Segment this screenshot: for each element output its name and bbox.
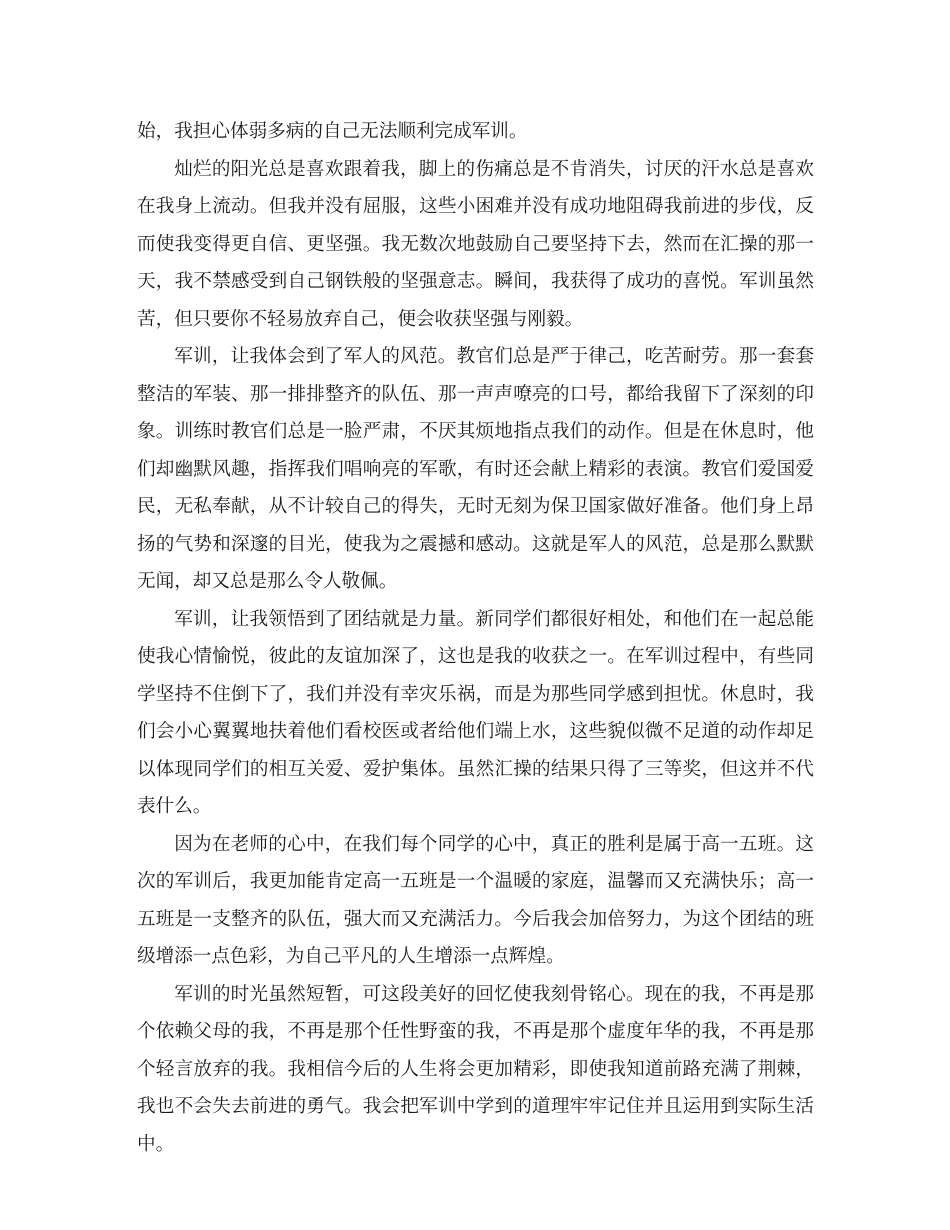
paragraph-2: 灿烂的阳光总是喜欢跟着我，脚上的伤痛总是不肯消失，讨厌的汗水总是喜欢在我身上流动。但我并没有屈服，这些小困难并没有成功地阻碍我前进的步伐，反而使我变得更自信、更坚强。我无数次地鼓励自己要坚持下去，然而在汇操的那一天，我不禁感受到自己钢铁般的坚强意志。瞬间，我获得了成功的喜悦。军训虽然苦，但只要你不轻易放弃自己，便会收获坚强与刚毅。 [137, 158, 814, 330]
document-body [137, 113, 814, 1163]
paragraph-5: 因为在老师的心中，在我们每个同学的心中，真正的胜利是属于高一五班。这次的军训后，我更加能肯定高一五班是一个温暖的家庭，温馨而又充满快乐；高一五班是一支整齐的队伍，强大而又充满活力。今后我会加倍努力，为这个团结的班级增添一点色彩，为自己平凡的人生增添一点辉煌。 [137, 833, 814, 967]
paragraph-6: 军训的时光虽然短暂，可这段美好的回忆使我刻骨铭心。现在的我，不再是那个依赖父母的我，不再是那个任性野蛮的我，不再是那个虚度年华的我，不再是那个轻言放弃的我。我相信今后的人生将会更加精彩，即使我知道前路充满了荆棘，我也不会失去前进的勇气。我会把军训中学到的道理牢牢记住并且运用到实际生活中。 [137, 983, 814, 1155]
paragraph-4: 军训，让我领悟到了团结就是力量。新同学们都很好相处，和他们在一起总能使我心情愉悦，彼此的友谊加深了，这也是我的收获之一。在军训过程中，有些同学坚持不住倒下了，我们并没有幸灾乐祸，而是为那些同学感到担忧。休息时，我们会小心翼翼地扶着他们看校医或者给他们端上水，这些貌似微不足道的动作却足以体现同学们的相互关爱、爱护集体。虽然汇操的结果只得了三等奖，但这并不代表什么。 [137, 608, 814, 817]
paragraph-1: 始，我担心体弱多病的自己无法顺利完成军训。 [137, 121, 528, 142]
paragraph-3: 军训，让我体会到了军人的风范。教官们总是严于律己，吃苦耐劳。那一套套整洁的军装、那一排排整齐的队伍、那一声声嘹亮的口号，都给我留下了深刻的印象。训练时教官们总是一脸严肃，不厌其烦地指点我们的动作。但是在休息时，他们却幽默风趣，指挥我们唱响亮的军歌，有时还会献上精彩的表演。教官们爱国爱民，无私奉献，从不计较自己的得失，无时无刻为保卫国家做好准备。他们身上昂扬的气势和深邃的目光，使我为之震撼和感动。这就是军人的风范，总是那么默默无闻，却又总是那么令人敬佩。 [137, 346, 814, 592]
